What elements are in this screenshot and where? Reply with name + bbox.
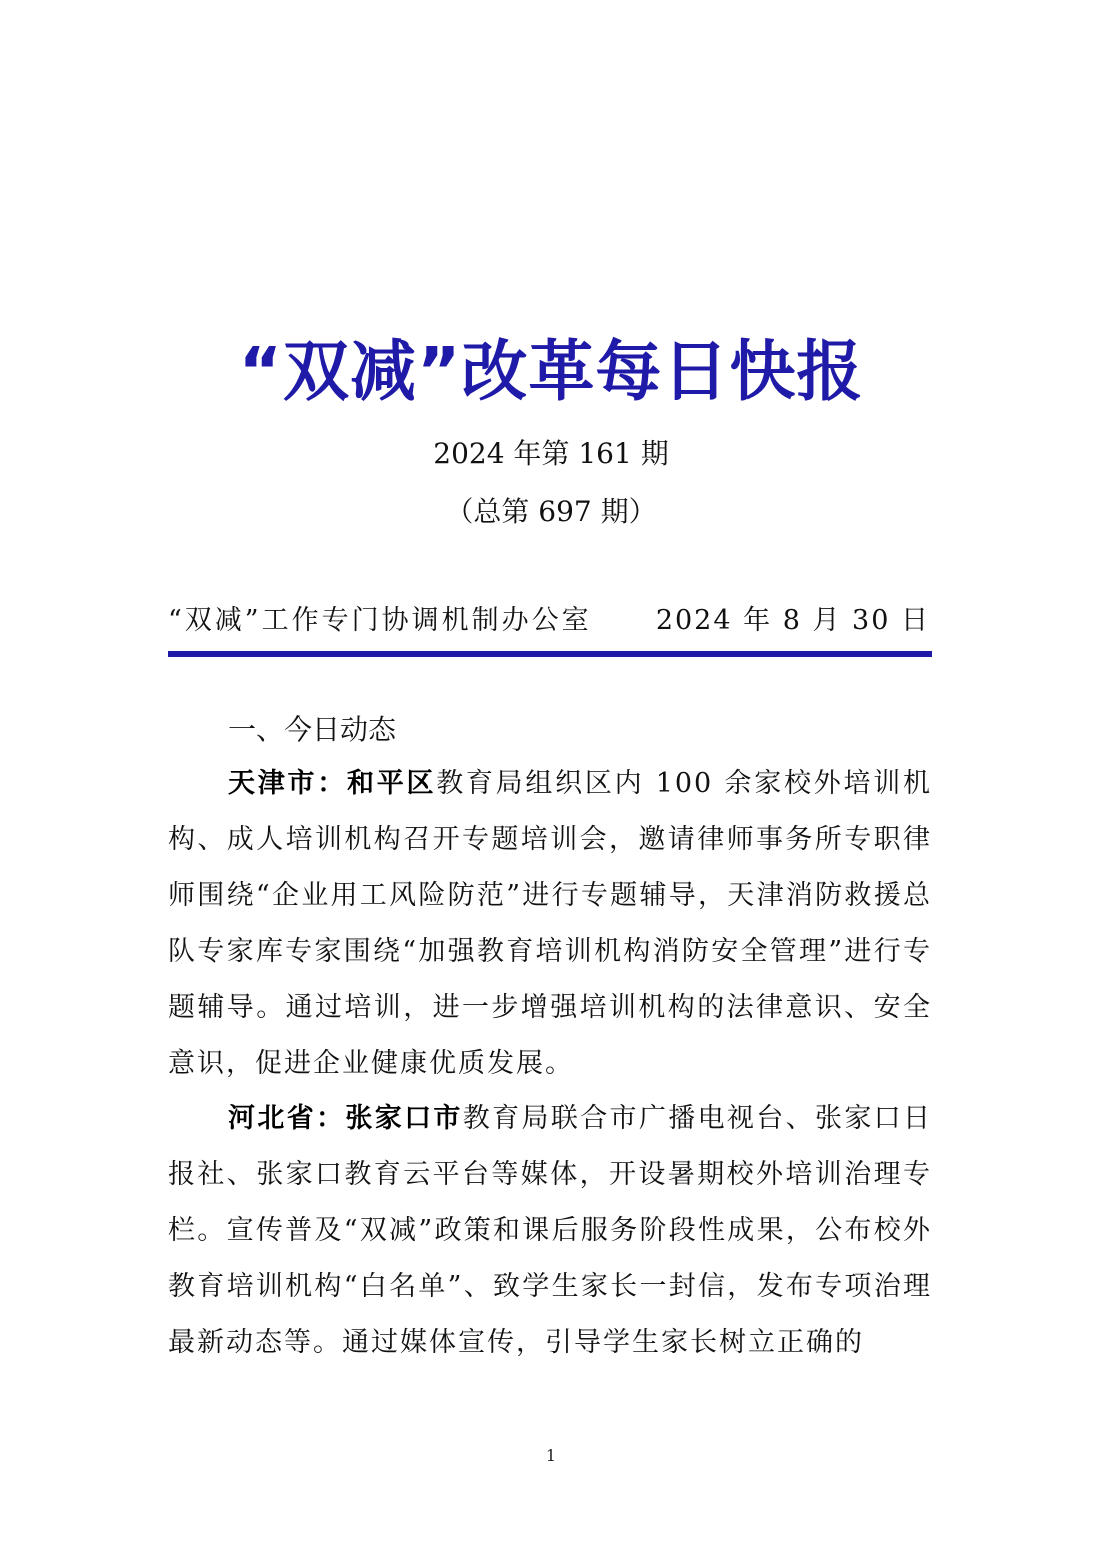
paragraph-lead: 河北省：张家口市 (228, 1103, 463, 1134)
bulletin-title: “双减”改革每日快报 (238, 333, 864, 410)
paragraph-body: 教育局联合市广播电视台、张家口日报社、张家口教育云平台等媒体，开设暑期校外培训治理专栏。宣传普及“双减”政策和课后服务阶段性成果，公布校外教育培训机构“白名单”、致学生家长一封信，发布专项治理最新动态等。通过媒体宣传，引导学生家长树立正确的 (168, 1103, 933, 1358)
page-number: 1 (545, 1446, 557, 1465)
total-issue-number: （总第 697 期） (445, 495, 657, 528)
header-divider (168, 651, 932, 657)
paragraph-body: 教育局组织区内 100 余家校外培训机构、成人培训机构召开专题培训会，邀请律师事务所专职律师围绕“企业用工风险防范”进行专题辅导，天津消防救援总队专家库专家围绕“加强教育培训机构消防安全管理”进行专题辅导。通过培训，进一步增强培训机构的法律意识、安全意识，促进企业健康优质发展。 (168, 768, 932, 1079)
paragraph-lead: 天津市：和平区 (228, 768, 437, 799)
issuing-office: “双减”工作专门协调机制办公室 (168, 605, 592, 636)
news-paragraph-hebei (168, 1091, 932, 1371)
section-heading: 一、今日动态 (228, 713, 397, 746)
issue-number: 2024 年第 161 期 (433, 437, 669, 470)
news-paragraph-tianjin (168, 756, 932, 1092)
issue-date: 2024 年 8 月 30 日 (655, 605, 930, 636)
